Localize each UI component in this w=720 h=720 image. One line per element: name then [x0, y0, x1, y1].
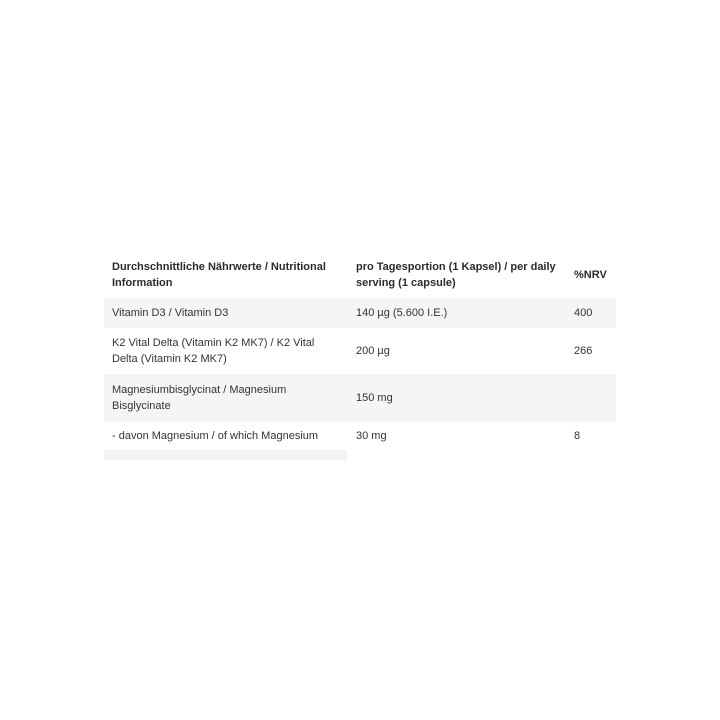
serving-amount: 30 mg: [356, 430, 387, 442]
header-per-daily-serving: pro Tagesportion (1 Kapsel) / per daily serving (1 capsule): [356, 261, 556, 289]
table-row: [104, 328, 616, 374]
serving-amount: 200 µg: [356, 345, 390, 357]
table-row: [104, 422, 616, 450]
nutrient-name: Magnesiumbisglycinat / Magnesium Bisglycinate: [112, 384, 287, 412]
header-nrv: %NRV: [574, 269, 607, 281]
nrv-value: 400: [574, 307, 593, 319]
table-row: [104, 298, 616, 328]
nutrient-name: K2 Vital Delta (Vitamin K2 MK7) / K2 Vital Delta (Vitamin K2 MK7): [112, 337, 315, 365]
serving-amount: 150 mg: [356, 392, 393, 404]
table-row: [104, 374, 616, 422]
nutrition-table: [104, 252, 616, 460]
nrv-value: 8: [574, 430, 581, 442]
serving-amount: 140 µg (5.600 I.E.): [356, 307, 448, 319]
table-trailing-row-stub: [104, 450, 347, 460]
nutrient-name: - davon Magnesium / of which Magnesium: [112, 430, 319, 442]
nutrient-name: Vitamin D3 / Vitamin D3: [112, 307, 229, 319]
nrv-value: 266: [574, 345, 593, 357]
table-header-row: [104, 252, 616, 298]
header-nutritional-information: Durchschnittliche Nährwerte / Nutritional Information: [112, 261, 326, 289]
